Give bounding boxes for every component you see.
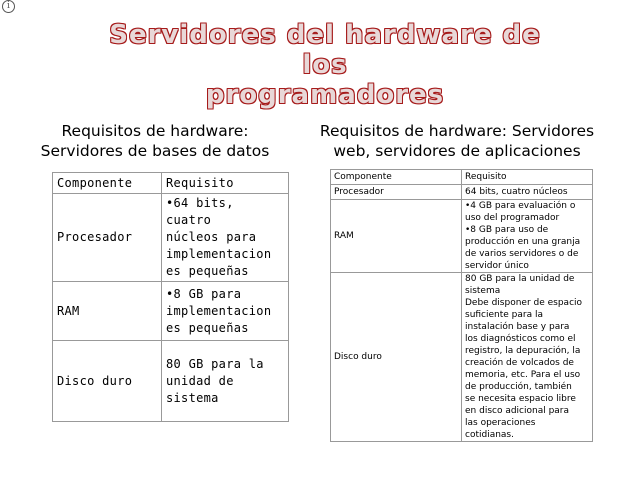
table-row [331,273,593,442]
requirement-line: creación de volcados de [465,358,574,368]
requirement-line: implementacion [166,247,272,261]
requirement-line: de producción, también [465,382,572,392]
right-heading [307,121,607,161]
table-header-row [53,173,289,194]
table-header-row [331,170,593,185]
database-servers-table [52,172,289,422]
left-heading-line-2: Servidores de bases de datos [40,142,270,160]
requirement-line: Debe disponer de espacio [465,298,583,308]
slide-title-line-2: programadores [205,80,445,110]
requirement-line: •8 GB para uso de [465,225,549,235]
slide-title-line-1: Servidores del hardware de los [109,20,541,80]
requirement-line: se necesita espacio libre [465,394,576,404]
component-cell: Procesador [331,185,462,200]
header-component: Componente [331,170,462,185]
web-app-servers-table [330,169,593,442]
requirement-cell [162,341,289,422]
slide-title [90,20,560,110]
requirement-line: unidad de [166,373,234,388]
requirement-line: registro, la depuración, la [465,346,581,356]
component-cell: Procesador [53,194,162,282]
table-row [331,185,593,200]
table-row [53,282,289,341]
requirement-line: los diagnósticos como el [465,334,576,344]
requirement-line: •64 bits, cuatro [166,196,234,227]
table-row [53,341,289,422]
requirement-line: uso del programador [465,213,560,223]
left-heading-line-1: Requisitos de hardware: [61,122,249,140]
header-component: Componente [53,173,162,194]
requirement-line: •8 GB para [166,286,242,301]
requirement-line: en disco adicional para [465,406,570,416]
requirement-line: servidor único [465,261,529,271]
requirement-line: memoria, etc. Para el uso [465,370,581,380]
requirement-line: es pequeñas [166,264,249,278]
requirement-line: sistema [166,390,219,405]
component-cell: RAM [53,282,162,341]
requirement-line: las operaciones [465,418,536,428]
requirement-line: es pequeñas [166,320,249,335]
header-requirement: Requisito [162,173,289,194]
requirement-cell [162,194,289,282]
requirement-cell [462,200,593,273]
right-heading-line-2: web, servidores de aplicaciones [333,142,581,160]
requirement-cell [462,273,593,442]
info-icon[interactable]: i [2,0,15,13]
requirement-line: núcleos para [166,230,257,244]
requirement-line: implementacion [166,303,272,318]
requirement-line: suficiente para la [465,310,543,320]
requirement-line: cotidianas. [465,430,514,440]
requirement-line: producción en una granja [465,237,581,247]
component-cell: Disco duro [53,341,162,422]
table-row [331,200,593,273]
requirement-line: 80 GB para la unidad de [465,274,575,284]
requirement-line: 64 bits, cuatro núcleos [465,187,568,197]
header-requirement: Requisito [462,170,593,185]
component-cell: Disco duro [331,273,462,442]
requirement-line: 80 GB para la [166,356,264,371]
left-heading [30,121,280,161]
requirement-cell [162,282,289,341]
requirement-line: instalación base y para [465,322,570,332]
requirement-line: •4 GB para evaluación o [465,201,576,211]
table-row [53,194,289,282]
requirement-line: sistema [465,286,501,296]
requirement-cell [462,185,593,200]
component-cell: RAM [331,200,462,273]
requirement-line: de varios servidores o de [465,249,579,259]
right-heading-line-1: Requisitos de hardware: Servidores [319,122,595,140]
